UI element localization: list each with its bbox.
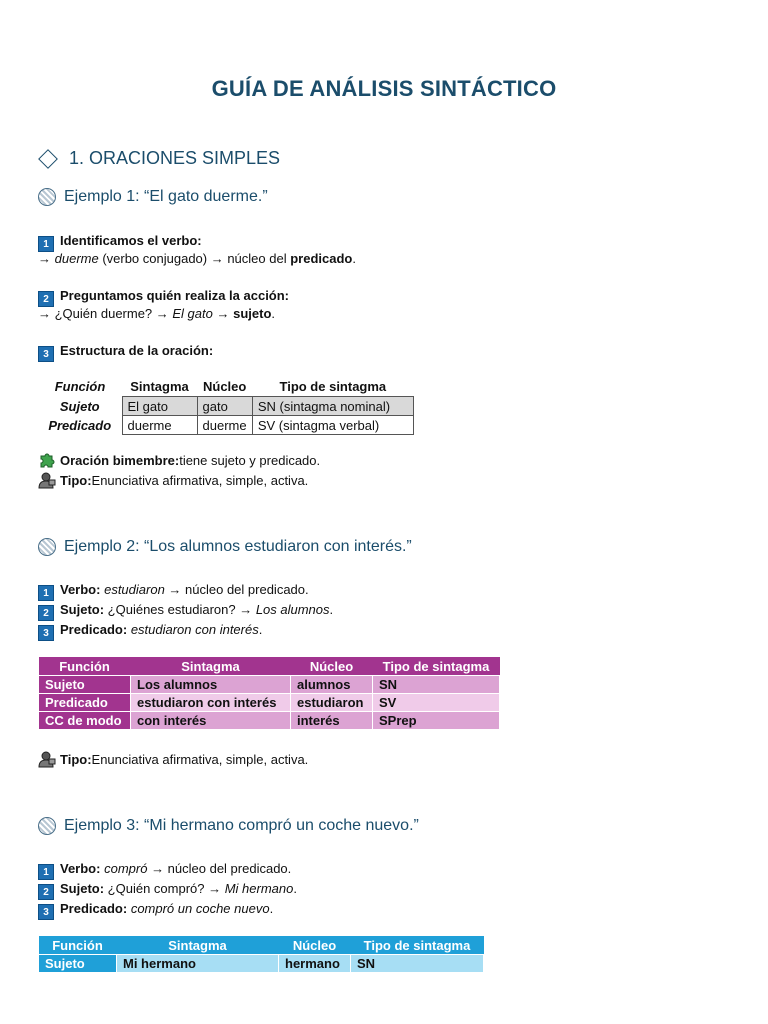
step-1-detail bbox=[38, 251, 356, 266]
predicado-value: estudiaron con interés bbox=[130, 622, 259, 637]
table-row bbox=[39, 694, 500, 712]
tipo-text: Enunciativa afirmativa, simple, activa. bbox=[91, 472, 309, 488]
hatched-circle-icon bbox=[38, 817, 56, 835]
period: . bbox=[352, 251, 356, 266]
step-2-label: Preguntamos quién realiza la acción: bbox=[60, 288, 290, 303]
table-header: Núcleo bbox=[291, 657, 373, 676]
ex2-predicado-line bbox=[38, 622, 262, 641]
table-cell: CC de modo bbox=[39, 712, 131, 730]
step-number-2: 2 bbox=[38, 291, 54, 307]
step-number-1: 1 bbox=[38, 585, 54, 601]
table-header: Tipo de sintagma bbox=[373, 657, 500, 676]
person-icon bbox=[38, 750, 56, 768]
sujeto-question: ¿Quién compró? → bbox=[104, 881, 225, 896]
step-number-1: 1 bbox=[38, 864, 54, 880]
structure-table-3 bbox=[38, 936, 484, 973]
predicado-word: predicado bbox=[290, 251, 353, 266]
step-1-line bbox=[38, 233, 202, 252]
tipo-label: Tipo: bbox=[60, 472, 92, 488]
step-number-1: 1 bbox=[38, 236, 54, 252]
table-header: Tipo de sintagma bbox=[351, 936, 484, 955]
table-cell: duerme bbox=[122, 416, 197, 435]
table-cell: estudiaron bbox=[291, 694, 373, 712]
verb-explanation: (verbo conjugado) → núcleo del bbox=[98, 251, 291, 266]
table-row bbox=[39, 712, 500, 730]
table-cell: Predicado bbox=[39, 694, 131, 712]
example-3-heading bbox=[38, 817, 419, 835]
step-number-2: 2 bbox=[38, 605, 54, 621]
table-cell: El gato bbox=[122, 397, 197, 416]
sujeto-value: Los alumnos bbox=[255, 602, 330, 617]
period: . bbox=[293, 881, 297, 896]
step-number-3: 3 bbox=[38, 625, 54, 641]
table-cell: SN bbox=[373, 676, 500, 694]
verbo-rest: → núcleo del predicado. bbox=[164, 582, 309, 597]
period: . bbox=[258, 622, 263, 637]
table-cell: SN bbox=[351, 955, 484, 973]
puzzle-piece-icon bbox=[38, 451, 56, 469]
person-icon bbox=[38, 471, 56, 489]
example-2-heading bbox=[38, 538, 412, 556]
ex2-verbo-line bbox=[38, 582, 309, 601]
table-row bbox=[39, 955, 484, 973]
structure-table-2 bbox=[38, 657, 500, 730]
sujeto-label: Sujeto: bbox=[60, 602, 105, 617]
table-cell: alumnos bbox=[291, 676, 373, 694]
example-1-heading bbox=[38, 188, 268, 206]
section-heading bbox=[38, 148, 280, 169]
table-header: Sintagma bbox=[117, 936, 279, 955]
table-row bbox=[39, 676, 500, 694]
example-1-title: Ejemplo 1: “El gato duerme.” bbox=[64, 188, 268, 205]
page-title: GUÍA DE ANÁLISIS SINTÁCTICO bbox=[211, 76, 557, 101]
sujeto-label: Sujeto: bbox=[60, 881, 105, 896]
table-header: Sintagma bbox=[131, 657, 291, 676]
period: . bbox=[269, 901, 274, 916]
step-2-detail bbox=[38, 306, 275, 321]
table-cell: Sujeto bbox=[59, 398, 100, 414]
table-row bbox=[38, 397, 413, 416]
table-cell: hermano bbox=[279, 955, 351, 973]
table-cell: interés bbox=[291, 712, 373, 730]
tipo-line-1 bbox=[38, 471, 308, 489]
sujeto-word: sujeto bbox=[233, 306, 272, 321]
table-cell: estudiaron con interés bbox=[131, 694, 291, 712]
table-cell: con interés bbox=[131, 712, 291, 730]
arrow-text: → bbox=[212, 306, 234, 321]
step-1-label: Identificamos el verbo: bbox=[60, 233, 202, 248]
table-header: Función bbox=[54, 378, 106, 394]
table-cell: SV bbox=[373, 694, 500, 712]
section-title: 1. ORACIONES SIMPLES bbox=[69, 148, 281, 168]
ex3-verbo-line bbox=[38, 861, 291, 880]
table-cell: SN (sintagma nominal) bbox=[252, 397, 413, 416]
table-header: Función bbox=[39, 936, 117, 955]
step-number-3: 3 bbox=[38, 904, 54, 920]
sujeto-question: ¿Quiénes estudiaron? → bbox=[104, 602, 256, 617]
bimembre-line bbox=[38, 451, 320, 469]
table-cell: Sujeto bbox=[39, 676, 131, 694]
table-cell: SPrep bbox=[373, 712, 500, 730]
bimembre-text: tiene sujeto y predicado. bbox=[179, 452, 321, 468]
hatched-circle-icon bbox=[38, 188, 56, 206]
question-text: → ¿Quién duerme? → bbox=[38, 306, 173, 321]
table-header: Tipo de sintagma bbox=[279, 378, 387, 394]
verbo-value: compró bbox=[104, 861, 148, 876]
table-header: Sintagma bbox=[130, 378, 189, 394]
table-cell: gato bbox=[197, 397, 252, 416]
table-header: Núcleo bbox=[279, 936, 351, 955]
verbo-label: Verbo: bbox=[60, 582, 101, 597]
verbo-rest: → núcleo del predicado. bbox=[147, 861, 292, 876]
table-cell: Predicado bbox=[48, 417, 112, 433]
step-2-line bbox=[38, 288, 289, 307]
diamond-icon bbox=[38, 149, 58, 169]
ex3-predicado-line bbox=[38, 901, 273, 920]
step-3-label: Estructura de la oración: bbox=[60, 343, 214, 358]
table-cell: duerme bbox=[197, 416, 252, 435]
step-3-line bbox=[38, 343, 213, 362]
period: . bbox=[329, 602, 334, 617]
verbo-label: Verbo: bbox=[60, 861, 101, 876]
bimembre-label: Oración bimembre: bbox=[60, 452, 180, 468]
verb-word: duerme bbox=[54, 251, 99, 266]
table-cell: Sujeto bbox=[39, 955, 117, 973]
period: . bbox=[271, 306, 276, 321]
ex2-sujeto-line bbox=[38, 602, 333, 621]
step-number-3: 3 bbox=[38, 346, 54, 362]
subject-phrase: El gato bbox=[172, 306, 213, 321]
predicado-label: Predicado: bbox=[60, 901, 128, 916]
table-header: Núcleo bbox=[203, 378, 247, 394]
ex3-sujeto-line bbox=[38, 881, 297, 900]
arrow-text: → bbox=[38, 251, 55, 266]
tipo-line-2 bbox=[38, 750, 308, 768]
example-2-title: Ejemplo 2: “Los alumnos estudiaron con interés.” bbox=[64, 538, 412, 555]
hatched-circle-icon bbox=[38, 538, 56, 556]
step-number-2: 2 bbox=[38, 884, 54, 900]
table-row bbox=[38, 416, 413, 435]
structure-table-1 bbox=[38, 376, 414, 435]
table-cell: Los alumnos bbox=[131, 676, 291, 694]
table-cell: Mi hermano bbox=[117, 955, 279, 973]
table-header: Función bbox=[39, 657, 131, 676]
verbo-value: estudiaron bbox=[104, 582, 165, 597]
table-cell: SV (sintagma verbal) bbox=[252, 416, 413, 435]
example-3-title: Ejemplo 3: “Mi hermano compró un coche nuevo.” bbox=[64, 817, 419, 834]
predicado-label: Predicado: bbox=[60, 622, 128, 637]
sujeto-value: Mi hermano bbox=[224, 881, 294, 896]
tipo-label: Tipo: bbox=[60, 751, 92, 767]
tipo-text: Enunciativa afirmativa, simple, activa. bbox=[91, 751, 309, 767]
predicado-value: compró un coche nuevo bbox=[130, 901, 270, 916]
